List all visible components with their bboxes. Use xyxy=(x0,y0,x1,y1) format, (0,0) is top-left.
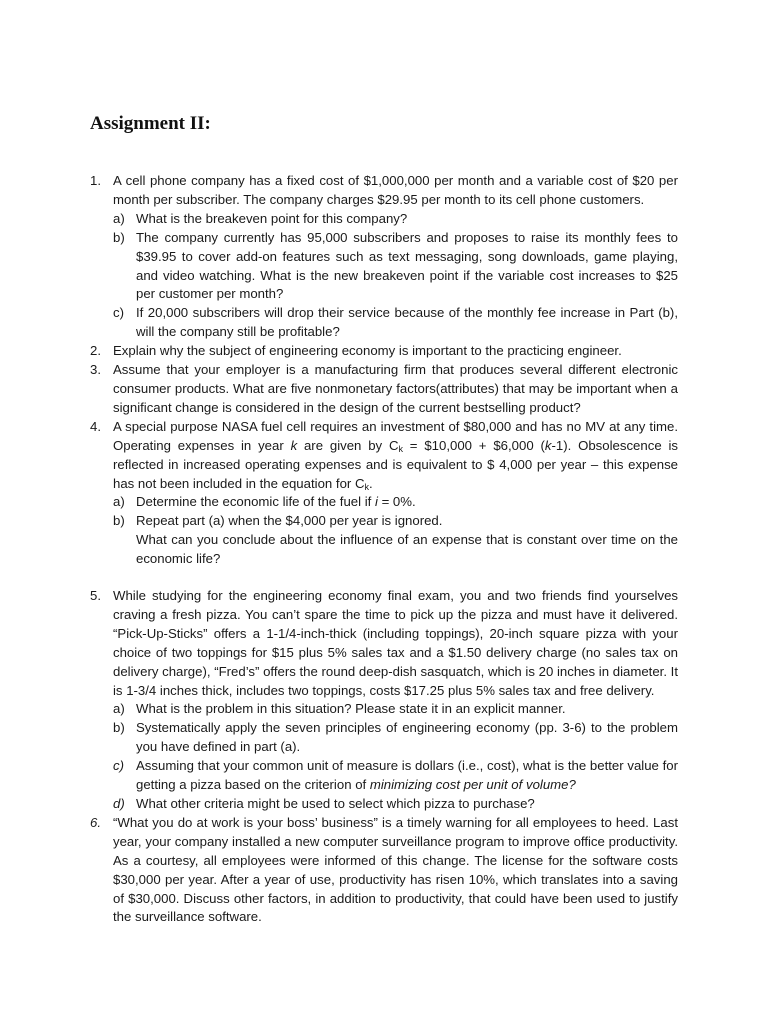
subquestion-text: The company currently has 95,000 subscribers and proposes to raise its monthly fees to $39.95 to cover add-on features such as text messaging, song downloads, game playing, and video watching. What is the new breakeven point if the variable cost increases to $25 per customer per month? xyxy=(136,229,678,302)
subquestion-5a xyxy=(113,700,678,719)
subquestion-1c xyxy=(113,304,678,342)
stem-text: -1). Obsolescence is reflected in increased operating expenses and is equivalent to $ 4,000 per year – this expense has not been included in the equation for C xyxy=(113,437,678,491)
subquestion-label: b) xyxy=(113,513,125,529)
question-number: 5. xyxy=(90,588,101,604)
stem-text: = $10,000 + $6,000 ( xyxy=(402,437,545,453)
subquestion-text: What other criteria might be used to select which pizza to purchase? xyxy=(136,796,535,811)
subquestion-5b xyxy=(113,719,678,757)
question-followup: What can you conclude about the influence of an expense that is constant over time on the economic life? xyxy=(136,532,678,567)
page-title: Assignment II: xyxy=(90,113,211,134)
question-1 xyxy=(90,172,678,342)
question-number: 1. xyxy=(90,173,101,188)
subscript-k: k xyxy=(364,481,369,492)
emphasis-text: minimizing cost per unit of volume? xyxy=(369,777,576,793)
subquestion-4b xyxy=(113,512,678,531)
subquestion-label: c) xyxy=(113,758,124,774)
question-6 xyxy=(90,814,678,927)
subquestion-text: If 20,000 subscribers will drop their service because of the monthly fee increase in Part (b), will the company still be profitable? xyxy=(136,305,678,340)
variable-k: k xyxy=(290,437,298,453)
spacer xyxy=(90,569,678,587)
subquestion-text: What is the problem in this situation? Please state it in an explicit manner. xyxy=(136,701,566,717)
subquestion-4a xyxy=(113,493,678,512)
subquestion-label: c) xyxy=(113,305,124,321)
question-number: 4. xyxy=(90,418,101,434)
subquestion-label: a) xyxy=(113,210,125,226)
question-4 xyxy=(90,418,678,569)
subquestion-label: d) xyxy=(113,796,125,811)
subquestion-5d xyxy=(113,795,678,814)
subquestion-text: Repeat part (a) when the $4,000 per year is ignored. xyxy=(136,513,443,529)
question-3 xyxy=(90,361,678,418)
question-list xyxy=(90,172,678,927)
stem-text: are given by C xyxy=(297,437,399,453)
question-stem: While studying for the engineering economy final exam, you and two friends find yourselves craving a fresh pizza. You can’t spare the time to pick up the pizza and must have it delivered. “Pick-Up-Sticks” offers a 1-1/4-inch-thick (including toppings), 20-inch square pizza with your choice of two toppings for $15 plus 5% sales tax and a $1.50 delivery charge (no sales tax on delivery charge), “Fred’s” offers the round deep-dish sasquatch, which is 20 inches in diameter. It is 1-3/4 inches thick, includes two toppings, costs $17.25 plus 5% sales tax and free delivery. xyxy=(113,588,678,698)
subquestion-text: = 0%. xyxy=(377,494,416,510)
subquestion-text: Systematically apply the seven principles of engineering economy (pp. 3-6) to the problem you have defined in part (a). xyxy=(136,720,678,755)
variable-i: i xyxy=(374,494,378,510)
question-stem xyxy=(113,418,678,494)
question-number: 2. xyxy=(90,343,101,359)
question-number: 3. xyxy=(90,362,101,378)
question-stem: Assume that your employer is a manufacturing firm that produces several different electronic consumer products. What are five nonmonetary factors(attributes) that may be important when a significant change is considered in the design of the current bestselling product? xyxy=(113,362,678,415)
subquestion-text: Assuming that your common unit of measure is dollars (i.e., cost), what is the better value for getting a pizza based on the criterion of xyxy=(136,758,678,793)
subquestion-text: Determine the economic life of the fuel if xyxy=(136,494,375,510)
subquestion-text: What is the breakeven point for this company? xyxy=(136,210,408,226)
subquestion-1b xyxy=(113,229,678,305)
question-number: 6. xyxy=(90,814,101,830)
subscript-k: k xyxy=(398,443,403,454)
question-stem: “What you do at work is your boss’ business” is a timely warning for all employees to heed. Last year, your company installed a new computer surveillance program to improve office productivity. As a courtesy, all employees were informed of this change. The license for the software costs $30,000 per year. After a year of use, productivity has risen 10%, which translates into a saving of $30,000. Discuss other factors, in addition to productivity, that could have been used to justify the surveillance software. xyxy=(113,814,678,925)
question-2 xyxy=(90,342,678,361)
question-5 xyxy=(90,587,678,814)
subquestion-1a xyxy=(113,210,678,229)
subquestion-5c xyxy=(113,757,678,795)
subquestion-label: a) xyxy=(113,494,125,510)
subquestion-label: b) xyxy=(113,229,125,245)
subquestion-label: b) xyxy=(113,720,125,736)
stem-text: A special purpose NASA fuel cell requires an investment of $80,000 and has no MV at any time. Operating expenses in year xyxy=(113,418,678,453)
variable-k: k xyxy=(544,437,552,453)
subquestion-label: a) xyxy=(113,701,125,717)
question-stem: Explain why the subject of engineering economy is important to the practicing engineer. xyxy=(113,343,622,359)
stem-text: . xyxy=(368,475,373,491)
question-stem: A cell phone company has a fixed cost of $1,000,000 per month and a variable cost of $20 per month per subscriber. The company charges $29.95 per month to its cell phone customers. xyxy=(113,173,678,207)
